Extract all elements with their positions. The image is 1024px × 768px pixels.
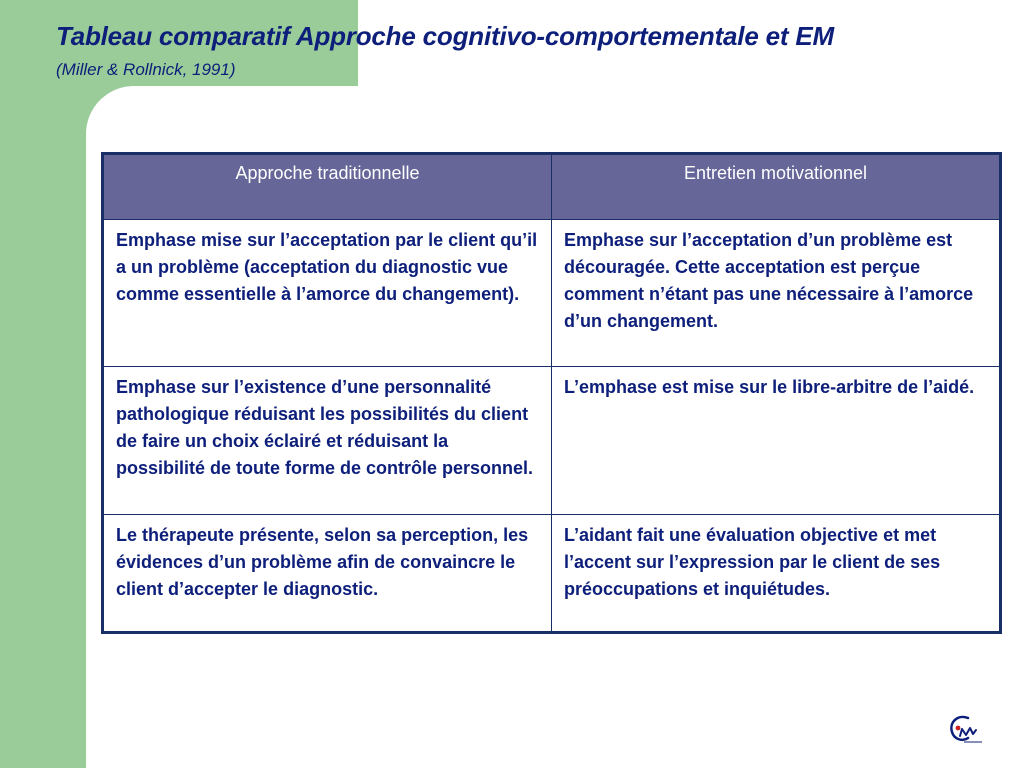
table-row <box>103 220 1001 367</box>
table-cell-motivational: Emphase sur l’acceptation d’un problème est découragée. Cette acceptation est perçue comment n’étant pas une nécessaire à l’amorce d’un changement. <box>552 220 1001 367</box>
table-header-row <box>103 154 1001 220</box>
table-cell-traditional: Emphase sur l’existence d’une personnalité pathologique réduisant les possibilités du client de faire un choix éclairé et réduisant la possibilité de toute forme de contrôle personnel. <box>103 367 552 515</box>
table-row <box>103 367 1001 515</box>
table-cell-motivational: L’emphase est mise sur le libre-arbitre de l’aidé. <box>552 367 1001 515</box>
slide-title: Tableau comparatif Approche cognitivo-comportementale et EM <box>56 21 834 51</box>
comparison-table <box>101 152 1002 634</box>
title-area <box>0 0 1024 86</box>
logo-icon <box>946 712 986 746</box>
table-cell-traditional: Le thérapeute présente, selon sa perception, les évidences d’un problème afin de convaincre le client d’accepter le diagnostic. <box>103 515 552 633</box>
table-cell-traditional: Emphase mise sur l’acceptation par le client qu’il a un problème (acceptation du diagnostic vue comme essentielle à l’amorce du changement). <box>103 220 552 367</box>
header-motivational: Entretien motivationnel <box>552 154 1001 220</box>
slide-subtitle: (Miller & Rollnick, 1991) <box>56 60 236 79</box>
header-traditional: Approche traditionnelle <box>103 154 552 220</box>
table-row <box>103 515 1001 633</box>
table-cell-motivational: L’aidant fait une évaluation objective et met l’accent sur l’expression par le client de ses préoccupations et inquiétudes. <box>552 515 1001 633</box>
